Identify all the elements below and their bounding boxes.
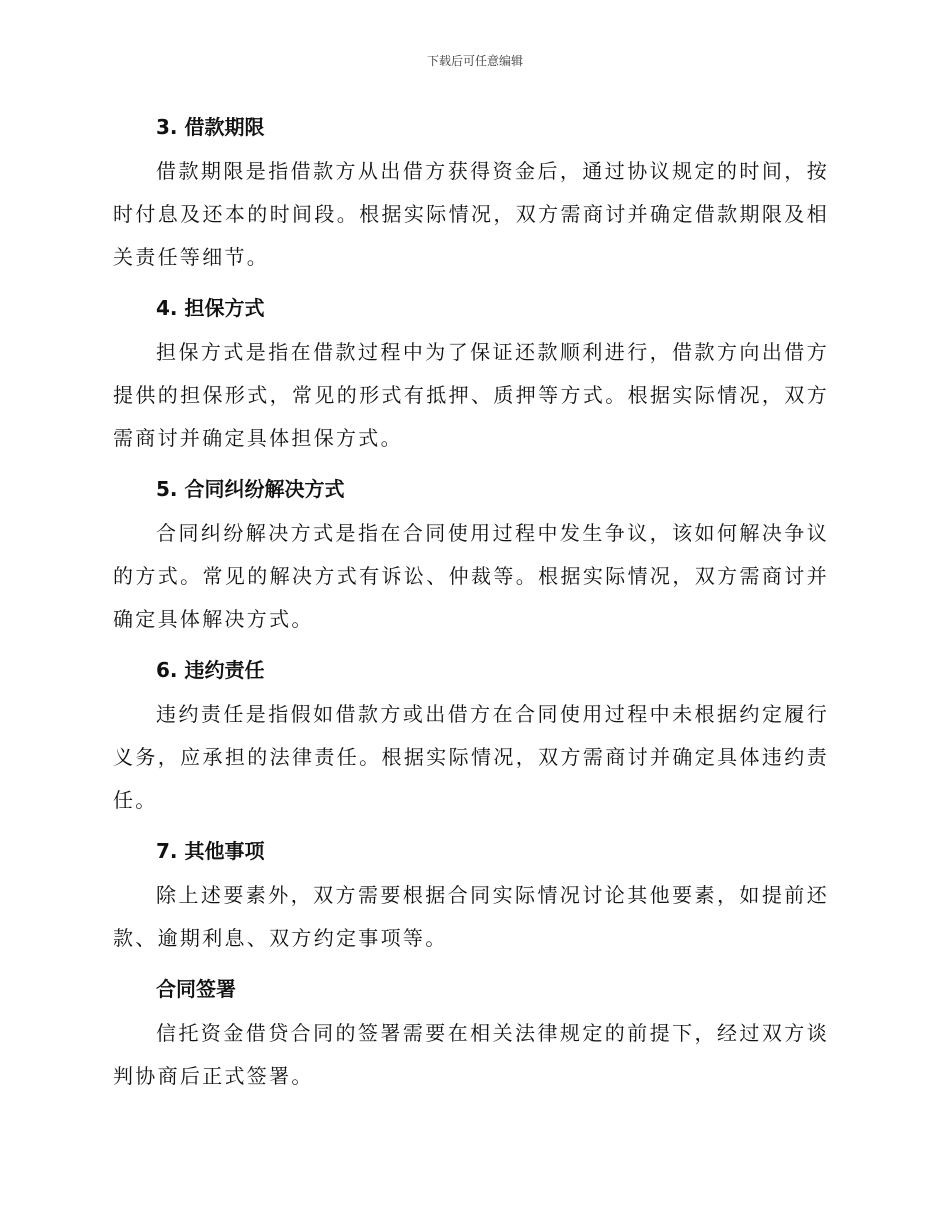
section-paragraph: 除上述要素外，双方需要根据合同实际情况讨论其他要素，如提前还款、逾期利息、双方约定事项等。 (113, 883, 829, 950)
document-body (113, 104, 829, 1104)
section-contract-signing (113, 966, 829, 1098)
section-other-matters (113, 828, 829, 960)
section-paragraph: 借款期限是指借款方从出借方获得资金后，通过协议规定的时间，按时付息及还本的时间段。根据实际情况，双方需商讨并确定借款期限及相关责任等细节。 (113, 159, 829, 269)
section-paragraph: 合同纠纷解决方式是指在合同使用过程中发生争议，该如何解决争议的方式。常见的解决方式有诉讼、仲裁等。根据实际情况，双方需商讨并确定具体解决方式。 (113, 521, 829, 631)
page-header-note: 下载后可任意编辑 (426, 54, 523, 68)
section-paragraph: 担保方式是指在借款过程中为了保证还款顺利进行，借款方向出借方提供的担保形式，常见的形式有抵押、质押等方式。根据实际情况，双方需商讨并确定具体担保方式。 (113, 340, 829, 450)
section-loan-term (113, 104, 829, 279)
section-heading: 7. 其他事项 (156, 839, 265, 863)
section-paragraph: 信托资金借贷合同的签署需要在相关法律规定的前提下，经过双方谈判协商后正式签署。 (113, 1021, 829, 1088)
section-heading: 3. 借款期限 (156, 115, 265, 139)
section-paragraph: 违约责任是指假如借款方或出借方在合同使用过程中未根据约定履行义务，应承担的法律责任。根据实际情况，双方需商讨并确定具体违约责任。 (113, 702, 829, 812)
section-heading: 合同签署 (156, 977, 236, 1001)
section-heading: 6. 违约责任 (156, 658, 265, 682)
section-dispute-resolution (113, 466, 829, 641)
section-breach-liability (113, 647, 829, 822)
section-guarantee-method (113, 285, 829, 460)
section-heading: 5. 合同纠纷解决方式 (156, 477, 345, 501)
section-heading: 4. 担保方式 (156, 296, 265, 320)
